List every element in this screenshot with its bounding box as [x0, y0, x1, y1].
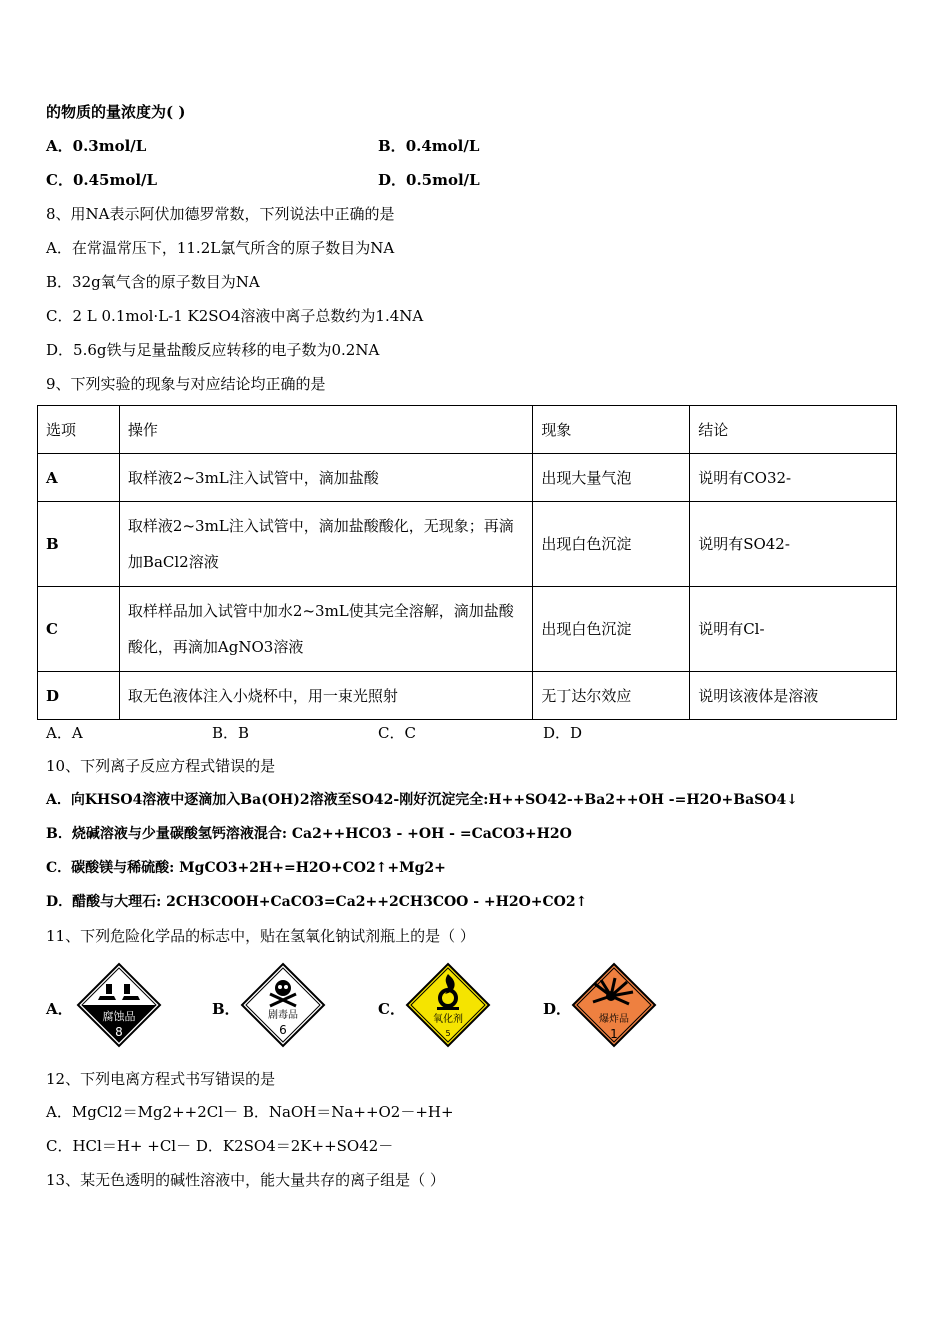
q8-option-c: C．2 L 0.1mol·L-1 K2SO4溶液中离子总数约为1.4NA [46, 307, 424, 325]
q9-answer-b: B．B [212, 724, 250, 742]
row-label: B [38, 502, 120, 587]
q11-letter-d: D． [543, 1000, 572, 1018]
q8-stem: 8、用NA表示阿伏加德罗常数，下列说法中正确的是 [46, 205, 395, 223]
row-phenomenon: 无丁达尔效应 [533, 672, 690, 720]
q11-letter-a: A． [46, 1000, 73, 1018]
svg-text:1: 1 [610, 1027, 618, 1041]
svg-text:5: 5 [445, 1029, 451, 1038]
q9-table [37, 405, 897, 720]
header-operation: 操作 [119, 406, 532, 454]
header-phenomenon: 现象 [533, 406, 690, 454]
row-operation: 取样液2~3mL注入试管中，滴加盐酸酸化，无现象；再滴加BaCl2溶液 [119, 502, 532, 587]
toxic-sign [240, 962, 326, 1052]
q9-stem: 9、下列实验的现象与对应结论均正确的是 [46, 375, 326, 393]
corrosive-sign [76, 962, 162, 1052]
row-conclusion: 说明有Cl- [690, 587, 897, 672]
row-operation: 取样液2~3mL注入试管中，滴加盐酸 [119, 454, 532, 502]
header-conclusion: 结论 [690, 406, 897, 454]
q10-option-d: D．醋酸与大理石: 2CH3COOH+CaCO3=Ca2++2CH3COO - +H2O+CO2↑ [46, 894, 588, 910]
row-operation: 取样样品加入试管中加水2~3mL使其完全溶解，滴加盐酸酸化，再滴加AgNO3溶液 [119, 587, 532, 672]
q7-option-d: D．0.5mol/L [378, 171, 480, 189]
q7-stem-tail: 的物质的量浓度为( ) [46, 103, 186, 121]
svg-text:爆炸品: 爆炸品 [599, 1014, 629, 1025]
q11-letter-b: B． [212, 1000, 240, 1018]
q12-options-line1: A．MgCl2＝Mg2++2Cl－ B．NaOH＝Na++O2－+H+ [46, 1103, 454, 1121]
oxidizer-sign [405, 962, 491, 1052]
q10-stem: 10、下列离子反应方程式错误的是 [46, 757, 276, 775]
q9-answer-c: C．C [378, 724, 416, 742]
header-option: 选项 [38, 406, 120, 454]
row-phenomenon: 出现白色沉淀 [533, 502, 690, 587]
q11-letter-c: C． [378, 1000, 405, 1018]
table-row [38, 454, 897, 502]
svg-text:6: 6 [279, 1023, 287, 1037]
q12-options-line2: C．HCl＝H+ +Cl－ D．K2SO4＝2K++SO42－ [46, 1137, 394, 1155]
q7-option-b: B．0.4mol/L [378, 137, 480, 155]
q10-option-c: C．碳酸镁与稀硫酸: MgCO3+2H+=H2O+CO2↑+Mg2+ [46, 860, 446, 876]
q9-answer-a: A．A [46, 724, 83, 742]
svg-text:腐蚀品: 腐蚀品 [102, 1010, 136, 1023]
row-label: C [38, 587, 120, 672]
row-conclusion: 说明有CO32- [690, 454, 897, 502]
table-header-row [38, 406, 897, 454]
q7-option-c: C．0.45mol/L [46, 171, 158, 189]
q10-option-a: A．向KHSO4溶液中逐滴加入Ba(OH)2溶液至SO42-刚好沉淀完全:H++SO42-+Ba2++OH -=H2O+BaSO4↓ [46, 792, 798, 808]
table-row [38, 587, 897, 672]
q9-answer-d: D．D [543, 724, 583, 742]
q13-stem: 13、某无色透明的碱性溶液中，能大量共存的离子组是（ ） [46, 1171, 445, 1189]
row-phenomenon: 出现白色沉淀 [533, 587, 690, 672]
q8-option-a: A．在常温常压下，11.2L氯气所含的原子数目为NA [46, 239, 395, 257]
row-label: A [38, 454, 120, 502]
svg-text:氧化剂: 氧化剂 [433, 1014, 463, 1025]
svg-text:剧毒品: 剧毒品 [268, 1010, 298, 1021]
svg-text:8: 8 [115, 1025, 123, 1039]
q11-stem: 11、下列危险化学品的标志中，贴在氢氧化钠试剂瓶上的是（ ） [46, 927, 475, 945]
q12-stem: 12、下列电离方程式书写错误的是 [46, 1070, 276, 1088]
table-row [38, 502, 897, 587]
row-phenomenon: 出现大量气泡 [533, 454, 690, 502]
q10-option-b: B．烧碱溶液与少量碳酸氢钙溶液混合: Ca2++HCO3 - +OH - =CaCO3+H2O [46, 826, 572, 842]
row-conclusion: 说明该液体是溶液 [690, 672, 897, 720]
row-operation: 取无色液体注入小烧杯中，用一束光照射 [119, 672, 532, 720]
table-row [38, 672, 897, 720]
q8-option-d: D．5.6g铁与足量盐酸反应转移的电子数为0.2NA [46, 341, 380, 359]
row-conclusion: 说明有SO42- [690, 502, 897, 587]
q7-option-a: A．0.3mol/L [46, 137, 147, 155]
explosive-sign [571, 962, 657, 1052]
row-label: D [38, 672, 120, 720]
q8-option-b: B．32g氧气含的原子数目为NA [46, 273, 260, 291]
